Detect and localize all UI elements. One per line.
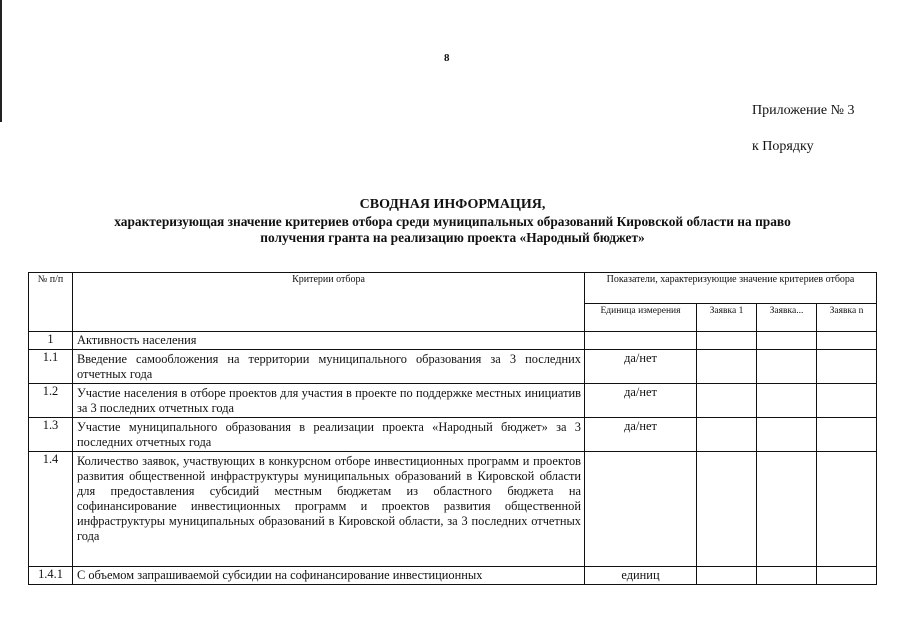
row-cell-application-dots <box>757 418 817 452</box>
row-cell-application-dots <box>757 567 817 585</box>
appendix-reference: к Порядку <box>752 139 814 154</box>
row-cell-application-1 <box>697 350 757 384</box>
page-number: 8 <box>444 52 450 64</box>
row-cell-application-1 <box>697 384 757 418</box>
row-cell-application-n <box>817 350 877 384</box>
row-criterion: Количество заявок, участвующих в конкурсном отборе инвестиционных программ и проектов развития общественной инфраструктуры муниципальных образований в Кировской области для предоставления субсидий местным бюджетам из областного бюджета на софинансирование инвестиционных программ и проектов развития общественной инфраструктуры муниципальных образований в Кировской области, за 3 последних отчетных года <box>73 452 585 567</box>
row-cell-application-n <box>817 332 877 350</box>
row-unit <box>585 452 697 567</box>
row-cell-application-dots <box>757 384 817 418</box>
row-cell-application-n <box>817 418 877 452</box>
row-cell-application-n <box>817 384 877 418</box>
subtitle-line-2: получения гранта на реализацию проекта «Народный бюджет» <box>260 230 645 245</box>
row-criterion: Активность населения <box>73 332 585 350</box>
row-unit: единиц <box>585 567 697 585</box>
header-unit: Единица измерения <box>585 304 697 332</box>
header-number: № п/п <box>29 273 73 332</box>
criteria-table <box>28 272 877 585</box>
row-cell-application-1 <box>697 418 757 452</box>
row-cell-application-n <box>817 452 877 567</box>
table-row <box>29 384 877 418</box>
subtitle-line-1: характеризующая значение критериев отбора среди муниципальных образований Кировской области на право <box>114 214 791 229</box>
row-number: 1.1 <box>29 350 73 384</box>
table-row <box>29 332 877 350</box>
table-row <box>29 418 877 452</box>
appendix-label: Приложение № 3 <box>752 103 855 118</box>
scan-edge-rule <box>0 0 2 122</box>
header-application-dots: Заявка... <box>757 304 817 332</box>
row-criterion: Участие населения в отборе проектов для участия в проекте по поддержке местных инициатив за 3 последних отчетных года <box>73 384 585 418</box>
row-criterion: С объемом запрашиваемой субсидии на софинансирование инвестиционных <box>73 567 585 585</box>
table-row <box>29 452 877 567</box>
row-cell-application-1 <box>697 452 757 567</box>
header-criteria: Критерии отбора <box>73 273 585 332</box>
row-number: 1.4.1 <box>29 567 73 585</box>
row-cell-application-dots <box>757 332 817 350</box>
row-cell-application-dots <box>757 452 817 567</box>
row-cell-application-n <box>817 567 877 585</box>
row-cell-application-1 <box>697 332 757 350</box>
table-row <box>29 567 877 585</box>
header-application-1: Заявка 1 <box>697 304 757 332</box>
document-title: СВОДНАЯ ИНФОРМАЦИЯ, <box>359 197 546 212</box>
header-application-n: Заявка n <box>817 304 877 332</box>
row-criterion: Участие муниципального образования в реализации проекта «Народный бюджет» за 3 последних отчетных года <box>73 418 585 452</box>
table-row <box>29 350 877 384</box>
document-subtitle <box>55 214 850 246</box>
header-indicators: Показатели, характеризующие значение критериев отбора <box>585 273 877 304</box>
row-number: 1.2 <box>29 384 73 418</box>
row-cell-application-1 <box>697 567 757 585</box>
table-header-row <box>29 273 877 304</box>
row-unit: да/нет <box>585 384 697 418</box>
row-cell-application-dots <box>757 350 817 384</box>
row-unit <box>585 332 697 350</box>
row-unit: да/нет <box>585 350 697 384</box>
row-number: 1 <box>29 332 73 350</box>
row-number: 1.3 <box>29 418 73 452</box>
row-criterion: Введение самообложения на территории муниципального образования за 3 последних отчетных года <box>73 350 585 384</box>
row-number: 1.4 <box>29 452 73 567</box>
row-unit: да/нет <box>585 418 697 452</box>
